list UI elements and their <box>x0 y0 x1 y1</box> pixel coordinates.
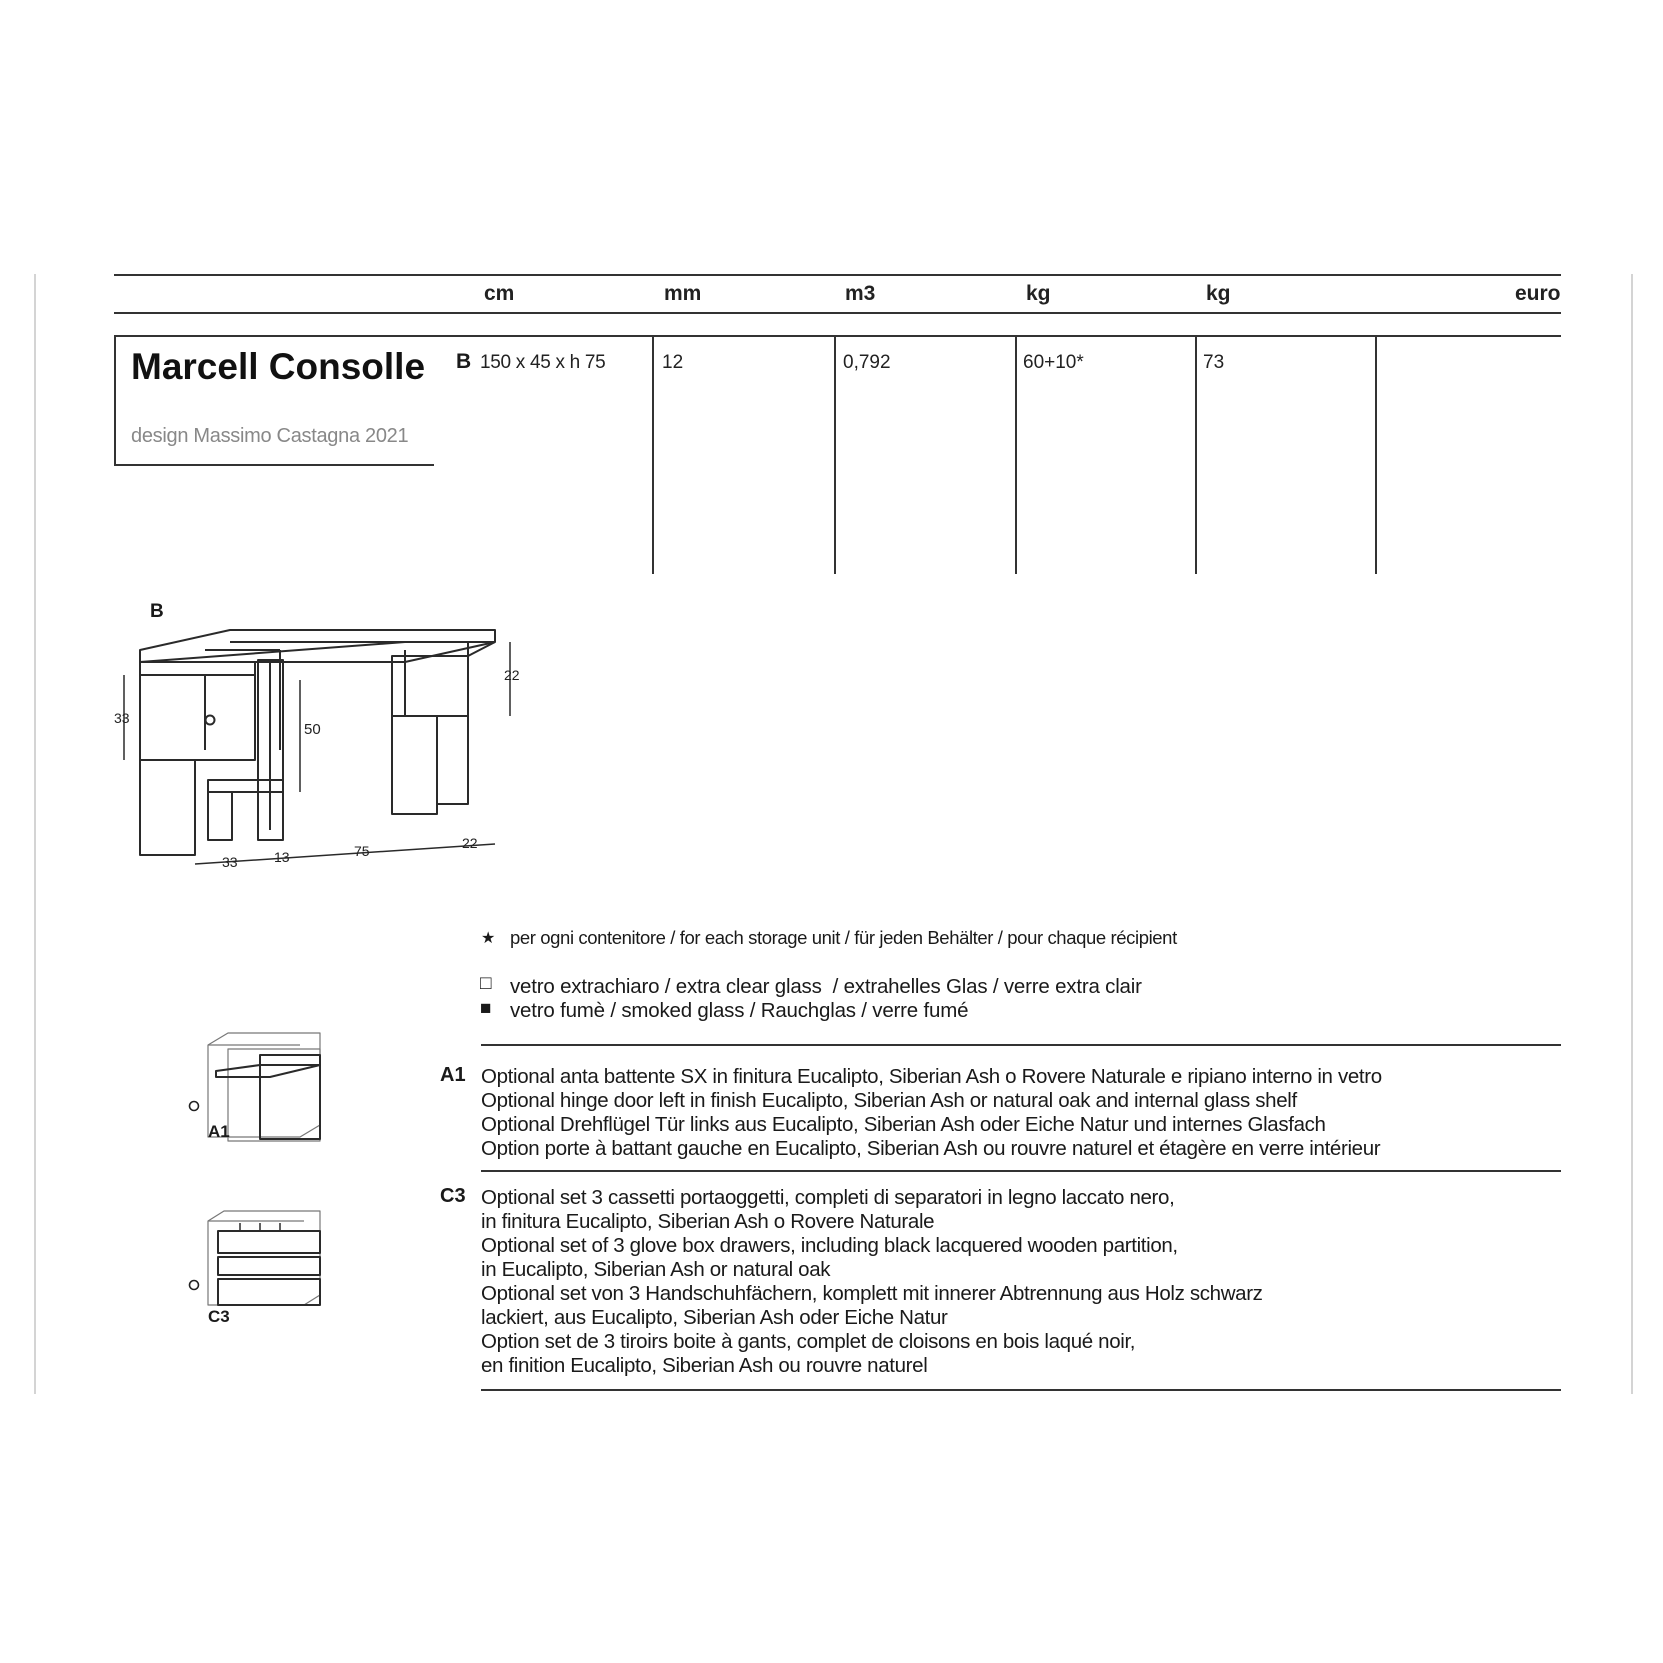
variant-code: B <box>456 350 472 373</box>
option-c3-line-4: in Eucalipto, Siberian Ash or natural oak <box>481 1258 831 1281</box>
option-c3-line-5: Optional set von 3 Handschuhfächern, komplett mit innerer Abtrennung aus Holz schwarz <box>481 1282 1263 1305</box>
col-header-mm: mm <box>664 282 702 305</box>
header-top-rule <box>114 274 1561 276</box>
col-divider-2 <box>834 336 836 574</box>
dim-bottom-2: 13 <box>274 849 290 865</box>
star-icon: ★ <box>481 930 495 947</box>
clear-glass-icon: □ <box>480 973 492 994</box>
right-leg-b <box>437 716 468 804</box>
col-header-m3: m3 <box>845 282 876 305</box>
option-c3-line-7: Option set de 3 tiroirs boite à gants, complet de cloisons en bois laqué noir, <box>481 1330 1136 1353</box>
middle-leg-a <box>208 792 232 840</box>
col-divider-4 <box>1195 336 1197 574</box>
option-a1-drawing <box>180 1025 340 1165</box>
right-box <box>392 656 468 716</box>
option-a1-line-de: Optional Drehflügel Tür links aus Eucalipto, Siberian Ash oder Eiche Natur und internes Glasfach <box>481 1113 1326 1136</box>
drawing-label: B <box>150 601 164 622</box>
option-c3-line-2: in finitura Eucalipto, Siberian Ash o Rovere Naturale <box>481 1210 935 1233</box>
col-divider-3 <box>1015 336 1017 574</box>
dim-right-height: 22 <box>504 667 520 683</box>
product-name: Marcell Consolle <box>131 346 426 387</box>
clear-glass-text: vetro extrachiaro / extra clear glass / extrahelles Glas / verre extra clair <box>510 975 1142 998</box>
dim-line-bottom <box>195 844 495 864</box>
page-border-left <box>34 274 36 1394</box>
right-leg-a <box>392 716 437 814</box>
option-c3-bottom-rule <box>481 1389 1561 1391</box>
option-a1-line-en: Optional hinge door left in finish Eucalipto, Siberian Ash or natural oak and internal glass shelf <box>481 1089 1297 1112</box>
option-a1-top-rule <box>481 1044 1561 1046</box>
smoked-glass-text: vetro fumè / smoked glass / Rauchglas / verre fumé <box>510 999 969 1022</box>
option-c3-code: C3 <box>440 1185 466 1207</box>
option-c3-line-1: Optional set 3 cassetti portaoggetti, completi di separatori in legno laccato nero, <box>481 1186 1175 1209</box>
console-drawing <box>110 620 530 880</box>
smoked-glass-icon: ■ <box>480 998 492 1019</box>
option-c3-drawing <box>180 1205 340 1325</box>
dim-bottom-4: 22 <box>462 835 478 851</box>
option-a1-knob <box>190 1102 199 1111</box>
title-box-left <box>114 335 116 465</box>
option-a1-line-fr: Option porte à battant gauche en Eucalipto, Siberian Ash ou rouvre naturel et étagère en verre intérieur <box>481 1137 1381 1160</box>
dim-bottom-1: 33 <box>222 854 238 870</box>
header-bottom-rule <box>114 312 1561 314</box>
cell-kg-net: 60+10* <box>1023 352 1084 373</box>
col-header-cm: cm <box>484 282 515 305</box>
left-box <box>140 675 255 760</box>
option-a1-line-it: Optional anta battente SX in finitura Eucalipto, Siberian Ash o Rovere Naturale e ripiano interno in vetro <box>481 1065 1382 1088</box>
option-a1-figure-label: A1 <box>208 1122 230 1141</box>
col-divider-5 <box>1375 336 1377 574</box>
option-c3-knob <box>190 1281 199 1290</box>
option-c3-line-6: lackiert, aus Eucalipto, Siberian Ash oder Eiche Natur <box>481 1306 948 1329</box>
title-box-bottom <box>114 464 434 466</box>
page-border-right <box>1631 274 1633 1394</box>
cell-dimensions: 150 x 45 x h 75 <box>480 352 606 373</box>
storage-note: per ogni contenitore / for each storage unit / für jeden Behälter / pour chaque récipient <box>510 927 1177 948</box>
dim-bottom-3: 75 <box>354 843 370 859</box>
row-top-rule <box>114 335 1561 337</box>
col-header-kg-gross: kg <box>1206 282 1231 305</box>
option-c3-top-rule <box>481 1170 1561 1172</box>
middle-shelf <box>208 780 283 792</box>
cell-mm: 12 <box>662 352 684 373</box>
col-header-euro: euro <box>1515 282 1561 305</box>
option-c3-figure-label: C3 <box>208 1307 230 1326</box>
product-designer: design Massimo Castagna 2021 <box>131 425 409 447</box>
dim-mid-height: 50 <box>304 721 321 738</box>
option-c3-line-3: Optional set of 3 glove box drawers, including black lacquered wooden partition, <box>481 1234 1178 1257</box>
left-leg <box>140 760 195 855</box>
option-c3-line-8: en finition Eucalipto, Siberian Ash ou rouvre naturel <box>481 1354 928 1377</box>
col-header-kg-net: kg <box>1026 282 1051 305</box>
dim-left-height: 33 <box>114 710 130 726</box>
option-a1-code: A1 <box>440 1064 466 1086</box>
door-knob <box>206 716 215 725</box>
col-divider-1 <box>652 336 654 574</box>
cell-m3: 0,792 <box>843 352 891 373</box>
cell-kg-gross: 73 <box>1203 352 1225 373</box>
